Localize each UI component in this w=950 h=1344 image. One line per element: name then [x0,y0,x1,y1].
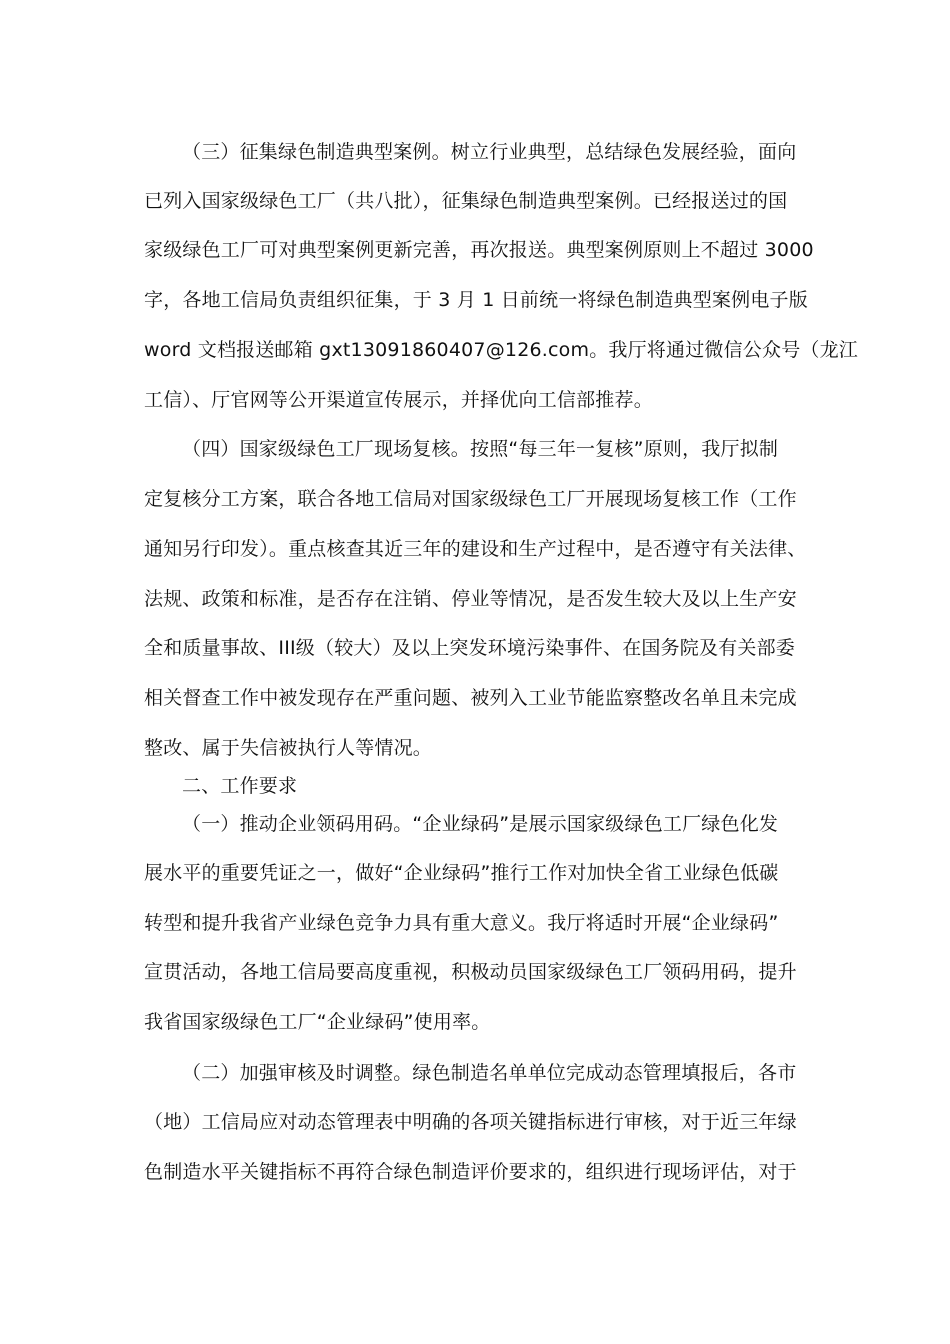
req-paragraph-2-line-1: （二）加强审核及时调整。绿色制造名单单位完成动态管理填报后，各市 [182,1062,797,1084]
req-paragraph-2-line-2: （地）工信局应对动态管理表中明确的各项关键指标进行审核，对于近三年绿 [144,1111,797,1133]
paragraph-4-line-6: 相关督查工作中被发现存在严重问题、被列入工业节能监察整改名单且未完成 [144,687,797,709]
req-paragraph-1-line-2: 展水平的重要凭证之一，做好“企业绿码”推行工作对加快全省工业绿色低碳 [144,862,779,884]
req-paragraph-2-line-3: 色制造水平关键指标不再符合绿色制造评价要求的，组织进行现场评估，对于 [144,1161,797,1183]
req-paragraph-1-line-4: 宣贯活动，各地工信局要高度重视，积极动员国家级绿色工厂领码用码，提升 [144,961,797,983]
paragraph-3-line-1: （三）征集绿色制造典型案例。树立行业典型，总结绿色发展经验，面向 [182,141,797,163]
paragraph-4-line-1: （四）国家级绿色工厂现场复核。按照“每三年一复核”原则，我厅拟制 [182,438,779,460]
paragraph-4-line-7: 整改、属于失信被执行人等情况。 [144,737,433,759]
section-heading: 二、工作要求 [182,775,298,797]
paragraph-3-line-4: 字，各地工信局负责组织征集，于 3 月 1 日前统一将绿色制造典型案例电子版 [144,289,808,311]
paragraph-3-line-2: 已列入国家级绿色工厂（共八批），征集绿色制造典型案例。已经报送过的国 [144,190,788,212]
paragraph-4-line-3: 通知另行印发）。重点核查其近三年的建设和生产过程中，是否遵守有关法律、 [144,538,807,560]
req-paragraph-1-line-3: 转型和提升我省产业绿色竞争力具有重大意义。我厅将适时开展“企业绿码” [144,912,779,934]
paragraph-3-line-5: word 文档报送邮箱 gxt13091860407@126.com。我厅将通过微信公众号（龙江 [144,339,858,361]
req-paragraph-1-line-5: 我省国家级绿色工厂“企业绿码”使用率。 [144,1011,491,1033]
paragraph-4-line-4: 法规、政策和标准，是否存在注销、停业等情况，是否发生较大及以上生产安 [144,588,797,610]
paragraph-3-line-6: 工信）、厅官网等公开渠道宣传展示，并择优向工信部推荐。 [144,389,653,411]
req-paragraph-1-line-1: （一）推动企业领码用码。“企业绿码”是展示国家级绿色工厂绿色化发 [182,813,779,835]
paragraph-3-line-3: 家级绿色工厂可对典型案例更新完善，再次报送。典型案例原则上不超过 3000 [144,239,814,261]
paragraph-4-line-5: 全和质量事故、III级（较大）及以上突发环境污染事件、在国务院及有关部委 [144,637,796,659]
paragraph-4-line-2: 定复核分工方案，联合各地工信局对国家级绿色工厂开展现场复核工作（工作 [144,488,797,510]
